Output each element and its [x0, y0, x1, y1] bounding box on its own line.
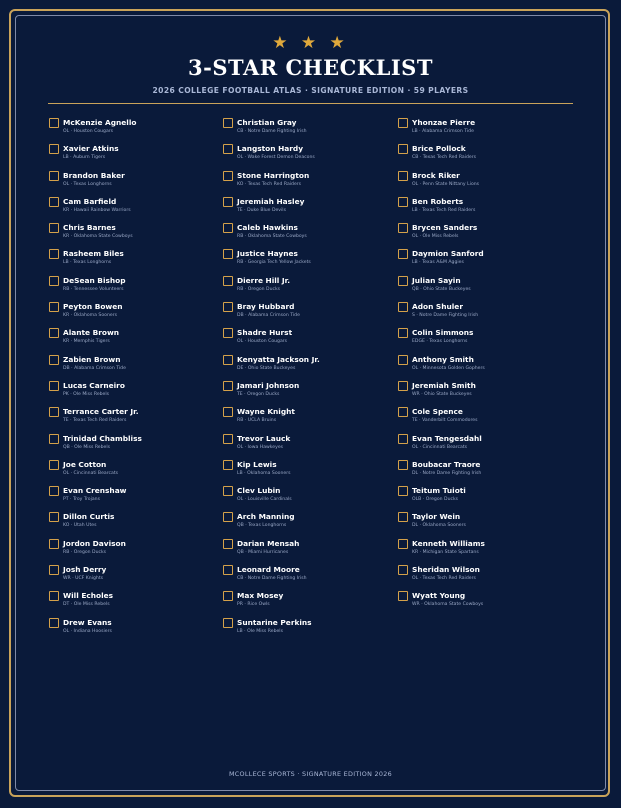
checkbox[interactable] — [49, 171, 59, 181]
checkbox[interactable] — [398, 460, 408, 470]
page-title: 3-STAR CHECKLIST — [188, 55, 433, 80]
player-position-team: OL · Ole Miss Rebels — [412, 234, 459, 240]
checkbox[interactable] — [49, 591, 59, 601]
player-name: Stone Harrington — [237, 170, 310, 180]
player-name: Clev Lubin — [237, 486, 281, 496]
player-position-team: QB · Ole Miss Rebels — [63, 444, 111, 450]
checkbox[interactable] — [49, 407, 59, 417]
checkbox[interactable] — [223, 223, 233, 233]
checkbox[interactable] — [398, 118, 408, 128]
checkbox[interactable] — [49, 618, 59, 628]
checkbox[interactable] — [398, 328, 408, 338]
player-name: Anthony Smith — [412, 354, 474, 364]
checklist-item — [223, 170, 393, 196]
player-name: McKenzie Agnello — [63, 118, 137, 127]
checklist-column-2 — [223, 117, 393, 643]
checkbox[interactable] — [223, 276, 233, 286]
player-name: Josh Derry — [63, 565, 107, 575]
checkbox[interactable] — [398, 434, 408, 444]
checklist-item — [398, 538, 568, 564]
player-name: Caleb Hawkins — [237, 223, 298, 233]
player-position-team: RB · Oregon Ducks — [63, 549, 107, 555]
checkbox[interactable] — [398, 486, 408, 496]
checklist-item — [398, 485, 568, 511]
player-position-team: RB · Georgia Tech Yellow Jackets — [237, 260, 311, 266]
checkbox[interactable] — [398, 512, 408, 522]
checklist-item — [223, 117, 393, 143]
player-position-team: OLB · Oregon Ducks — [412, 497, 459, 503]
player-name: Jeremiah Hasley — [237, 196, 305, 206]
checklist-item — [398, 196, 568, 222]
player-name: Jeremiah Smith — [412, 380, 476, 390]
player-position-team: OL · Cincinnati Bearcats — [63, 470, 119, 476]
checklist-item — [49, 538, 219, 564]
player-name: Darian Mensah — [237, 538, 300, 548]
checklist-item — [49, 433, 219, 459]
player-position-team: WR · Oklahoma State Cowboys — [412, 602, 484, 608]
player-name: Dillon Curtis — [63, 512, 115, 522]
player-name: Brice Pollock — [412, 144, 466, 154]
checklist-item — [223, 538, 393, 564]
checklist-item — [223, 617, 393, 643]
player-position-team: QB · Miami Hurricanes — [237, 549, 289, 555]
checklist-item — [398, 143, 568, 169]
player-name: Ben Roberts — [412, 196, 464, 206]
player-position-team: WR · Ohio State Buckeyes — [412, 391, 472, 397]
player-position-team: EDGE · Texas Longhorns — [412, 339, 468, 345]
player-name: Adon Shuler — [412, 302, 463, 312]
player-name: Leonard Moore — [237, 565, 300, 575]
checkbox[interactable] — [223, 355, 233, 365]
player-position-team: KR · Oklahoma Sooners — [63, 313, 117, 319]
checklist-item — [223, 327, 393, 353]
checkbox[interactable] — [398, 591, 408, 601]
checkbox[interactable] — [223, 565, 233, 575]
player-position-team: OL · Iowa Hawkeyes — [237, 444, 284, 450]
player-name: Christian Gray — [237, 118, 297, 127]
checklist-item — [49, 170, 219, 196]
player-name: Julian Sayin — [412, 275, 461, 285]
player-position-team: S · Notre Dame Fighting Irish — [412, 313, 479, 319]
player-name: Taylor Wein — [412, 512, 461, 522]
checklist-item — [223, 485, 393, 511]
player-name: Brandon Baker — [63, 170, 125, 180]
checkbox[interactable] — [223, 302, 233, 312]
player-position-team: RB · Oregon Ducks — [237, 286, 281, 292]
checklist-item — [223, 459, 393, 485]
checklist-item — [398, 590, 568, 616]
player-position-team: LB · Texas Longhorns — [63, 260, 112, 266]
checkbox[interactable] — [398, 355, 408, 365]
checklist-item — [223, 196, 393, 222]
player-position-team: CB · Texas Tech Red Raiders — [412, 155, 477, 161]
checkbox[interactable] — [223, 460, 233, 470]
checkbox[interactable] — [49, 486, 59, 496]
player-position-team: LB · Auburn Tigers — [63, 155, 106, 161]
checkbox[interactable] — [49, 328, 59, 338]
player-name: Suntarine Perkins — [237, 617, 312, 627]
checklist-item — [398, 248, 568, 274]
checkbox[interactable] — [398, 249, 408, 259]
checkbox[interactable] — [398, 171, 408, 181]
player-name: Rasheem Biles — [63, 249, 124, 259]
checkbox[interactable] — [223, 407, 233, 417]
checklist-item — [223, 222, 393, 248]
checkbox[interactable] — [49, 460, 59, 470]
player-name: Kenyatta Jackson Jr. — [237, 354, 320, 364]
checklist-item — [49, 511, 219, 537]
player-position-team: KO · Texas Tech Red Raiders — [237, 181, 302, 187]
player-name: Langston Hardy — [237, 144, 304, 154]
player-name: Colin Simmons — [412, 328, 474, 338]
checklist-item — [49, 327, 219, 353]
checklist-column-3 — [398, 117, 568, 617]
checkbox[interactable] — [223, 618, 233, 628]
checkbox[interactable] — [223, 249, 233, 259]
player-name: Daymion Sanford — [412, 249, 484, 259]
player-name: Kenneth Williams — [412, 538, 485, 548]
checklist-item — [223, 406, 393, 432]
player-name: Peyton Bowen — [63, 302, 123, 312]
player-position-team: RB · Oklahoma State Cowboys — [237, 234, 307, 240]
player-position-team: CB · Notre Dame Fighting Irish — [237, 129, 307, 134]
checklist-item — [49, 222, 219, 248]
player-position-team: LB · Oklahoma Sooners — [237, 470, 291, 476]
player-name: Jordon Davison — [63, 538, 126, 548]
checklist-item — [223, 380, 393, 406]
checkbox[interactable] — [223, 512, 233, 522]
player-name: Evan Crenshaw — [63, 486, 127, 496]
player-name: Boubacar Traore — [412, 459, 481, 469]
checklist-item — [398, 354, 568, 380]
player-position-team: TE · Oregon Ducks — [237, 391, 280, 397]
player-position-team: OL · Minnesota Golden Gophers — [412, 365, 485, 371]
checkbox[interactable] — [223, 434, 233, 444]
checklist-item — [49, 354, 219, 380]
checkbox[interactable] — [223, 539, 233, 549]
player-name: Justice Haynes — [237, 249, 298, 259]
checkbox[interactable] — [49, 223, 59, 233]
checklist-item — [49, 617, 219, 643]
player-position-team: RB · Tennessee Volunteers — [63, 286, 124, 292]
checkbox[interactable] — [223, 118, 233, 128]
checklist-item — [223, 275, 393, 301]
checklist-item — [398, 406, 568, 432]
player-position-team: QB · Ohio State Buckeyes — [412, 286, 471, 292]
player-position-team: LB · Alabama Crimson Tide — [412, 129, 474, 134]
player-position-team: PK · Ole Miss Rebels — [63, 391, 110, 397]
checkbox[interactable] — [49, 197, 59, 207]
checkbox[interactable] — [49, 434, 59, 444]
player-name: Teitum Tuioti — [412, 486, 466, 496]
player-position-team: DL · Notre Dame Fighting Irish — [412, 470, 482, 476]
player-name: Wayne Knight — [237, 407, 295, 417]
checklist-item — [398, 301, 568, 327]
checklist-item — [398, 327, 568, 353]
player-name: DeSean Bishop — [63, 275, 126, 285]
checkbox[interactable] — [223, 144, 233, 154]
checklist-item — [49, 248, 219, 274]
player-position-team: QB · Texas Longhorns — [237, 523, 287, 529]
player-position-team: OL · Indiana Hoosiers — [63, 628, 112, 634]
checklist-item — [49, 275, 219, 301]
checklist-item — [223, 301, 393, 327]
player-position-team: OL · Louisville Cardinals — [237, 497, 292, 503]
checklist-item — [49, 301, 219, 327]
checklist-item — [398, 275, 568, 301]
checkbox[interactable] — [398, 302, 408, 312]
player-name: Brycen Sanders — [412, 223, 478, 233]
player-position-team: LB · Texas A&M Aggies — [412, 260, 464, 266]
checklist-item — [223, 564, 393, 590]
player-position-team: KO · Utah Utes — [63, 523, 97, 529]
player-position-team: OL · Cincinnati Bearcats — [412, 444, 468, 450]
player-position-team: PT · Troy Trojans — [63, 497, 100, 503]
checkbox[interactable] — [398, 539, 408, 549]
player-position-team: OL · Houston Cougars — [237, 339, 288, 345]
checkbox[interactable] — [49, 565, 59, 575]
page-footer: MCOLLECE SPORTS · SIGNATURE EDITION 2026 — [228, 770, 393, 778]
player-name: Zabien Brown — [63, 354, 121, 364]
checkbox[interactable] — [223, 171, 233, 181]
player-position-team: KR · Oklahoma State Cowboys — [63, 234, 133, 240]
checkbox[interactable] — [398, 223, 408, 233]
player-position-team: TE · Texas Tech Red Raiders — [63, 418, 127, 424]
checklist-item — [398, 222, 568, 248]
checklist-item — [49, 196, 219, 222]
checkbox[interactable] — [49, 249, 59, 259]
player-name: Kip Lewis — [237, 459, 277, 469]
player-position-team: DT · Ole Miss Rebels — [63, 602, 110, 608]
player-name: Bray Hubbard — [237, 302, 295, 312]
player-position-team: WR · UCF Knights — [63, 576, 104, 582]
checklist-item — [398, 511, 568, 537]
player-name: Evan Tengesdahl — [412, 433, 482, 443]
checklist-item — [223, 433, 393, 459]
checklist-item — [398, 170, 568, 196]
checklist-item — [223, 511, 393, 537]
player-position-team: OL · Houston Cougars — [63, 129, 114, 134]
player-name: Yhonzae Pierre — [412, 118, 476, 127]
checkbox[interactable] — [398, 565, 408, 575]
player-name: Chris Barnes — [63, 223, 116, 233]
checklist-item — [223, 143, 393, 169]
player-name: Alante Brown — [63, 328, 120, 338]
checkbox[interactable] — [398, 381, 408, 391]
star-rating-icons: ★ ★ ★ — [272, 33, 349, 53]
player-position-team: OL · Wake Forest Demon Deacons — [237, 155, 315, 161]
checkbox[interactable] — [49, 302, 59, 312]
player-position-team: RB · UCLA Bruins — [237, 418, 277, 424]
page-subtitle: 2026 COLLEGE FOOTBALL ATLAS · SIGNATURE EDITION · 59 PLAYERS — [152, 86, 469, 95]
checkbox[interactable] — [223, 197, 233, 207]
player-name: Dierre Hill Jr. — [237, 275, 291, 285]
checklist-item — [223, 248, 393, 274]
player-position-team: LB · Ole Miss Rebels — [237, 628, 283, 634]
player-name: Trevor Lauck — [237, 433, 291, 443]
player-position-team: CB · Notre Dame Fighting Irish — [237, 576, 307, 582]
checkbox[interactable] — [49, 276, 59, 286]
checklist-item — [49, 380, 219, 406]
checkbox[interactable] — [49, 539, 59, 549]
checklist-item — [398, 459, 568, 485]
player-position-team: DL · Oklahoma Sooners — [412, 523, 466, 529]
checklist-item — [49, 485, 219, 511]
checkbox[interactable] — [49, 118, 59, 128]
player-name: Drew Evans — [63, 617, 112, 627]
checkbox[interactable] — [398, 276, 408, 286]
checkbox[interactable] — [49, 144, 59, 154]
checkbox[interactable] — [223, 381, 233, 391]
checklist-item — [49, 143, 219, 169]
player-position-team: LB · Texas Tech Red Raiders — [412, 207, 476, 213]
checklist-item — [49, 590, 219, 616]
player-name: Cole Spence — [412, 407, 463, 417]
player-position-team: OL · Texas Tech Red Raiders — [412, 576, 476, 582]
player-name: Lucas Carneiro — [63, 380, 125, 390]
checklist-item — [223, 354, 393, 380]
player-position-team: TE · Vanderbilt Commodores — [412, 418, 478, 424]
player-name: Jamari Johnson — [237, 380, 300, 390]
checklist-item — [223, 590, 393, 616]
player-name: Wyatt Young — [412, 591, 466, 601]
player-position-team: PR · Rice Owls — [237, 602, 270, 608]
checklist-item — [49, 406, 219, 432]
checkbox[interactable] — [223, 591, 233, 601]
player-name: Sheridan Wilson — [412, 565, 480, 575]
player-name: Joe Cotton — [63, 459, 107, 469]
checklist-item — [398, 564, 568, 590]
player-position-team: OL · Texas Longhorns — [63, 181, 112, 187]
checkbox[interactable] — [223, 486, 233, 496]
player-name: Shadre Hurst — [237, 328, 293, 338]
player-position-team: DE · Ohio State Buckeyes — [237, 365, 296, 371]
checklist-item — [49, 564, 219, 590]
player-name: Terrance Carter Jr. — [63, 407, 139, 417]
player-position-team: TE · Duke Blue Devils — [237, 207, 286, 213]
player-position-team: OL · Penn State Nittany Lions — [412, 181, 480, 187]
player-name: Will Echoles — [63, 591, 114, 601]
checklist-item — [398, 433, 568, 459]
checklist-item — [49, 117, 219, 143]
header-divider — [48, 103, 573, 104]
player-name: Cam Barfield — [63, 196, 117, 206]
checkbox[interactable] — [398, 407, 408, 417]
player-position-team: KR · Michigan State Spartans — [412, 549, 479, 555]
player-position-team: DB · Alabama Crimson Tide — [63, 365, 126, 371]
player-name: Xavier Atkins — [63, 144, 119, 154]
player-position-team: KR · Memphis Tigers — [63, 339, 110, 345]
player-name: Brock Riker — [412, 170, 460, 180]
player-position-team: DB · Alabama Crimson Tide — [237, 313, 300, 319]
checkbox[interactable] — [398, 197, 408, 207]
player-position-team: KR · Hawaii Rainbow Warriors — [63, 207, 131, 213]
checklist-item — [398, 117, 568, 143]
checkbox[interactable] — [49, 381, 59, 391]
checkbox[interactable] — [398, 144, 408, 154]
player-name: Trinidad Chambliss — [63, 433, 142, 443]
checkbox[interactable] — [49, 355, 59, 365]
player-name: Arch Manning — [237, 512, 295, 522]
checklist-item — [398, 380, 568, 406]
checklist-column-1 — [49, 117, 219, 643]
player-name: Max Mosey — [237, 591, 284, 601]
checkbox[interactable] — [49, 512, 59, 522]
checkbox[interactable] — [223, 328, 233, 338]
checklist-item — [49, 459, 219, 485]
